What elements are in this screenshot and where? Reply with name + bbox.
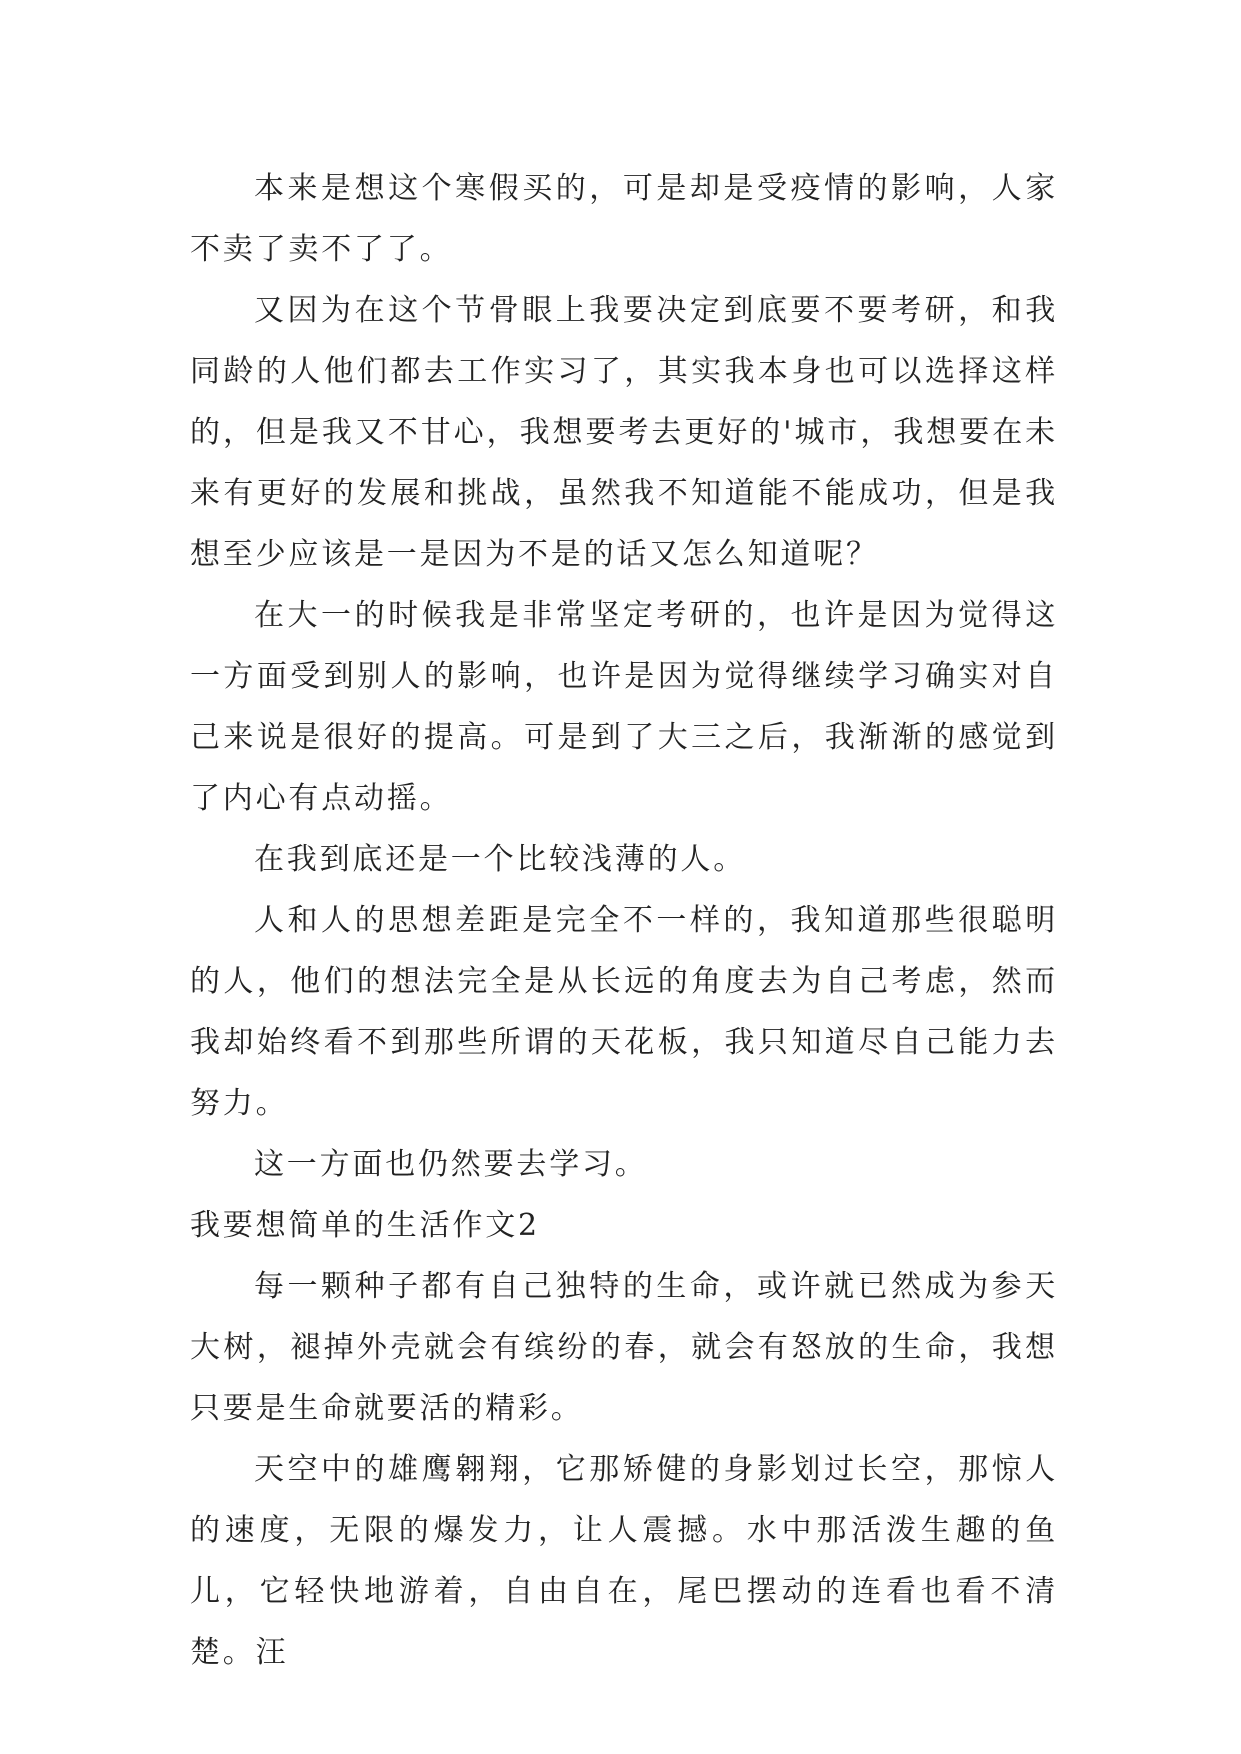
paragraph: 这一方面也仍然要去学习。 <box>254 1147 648 1182</box>
paragraph: 本来是想这个寒假买的，可是却是受疫情的影响，人家不卖了卖不了了。 <box>190 171 1058 267</box>
paragraph: 在大一的时候我是非常坚定考研的，也许是因为觉得这一方面受到别人的影响，也许是因为觉得继续学习确实对自己来说是很好的提高。可是到了大三之后，我渐渐的感觉到了内心有点动摇。 <box>190 598 1058 816</box>
document-body <box>190 158 1058 1683</box>
paragraph: 每一颗种子都有自己独特的生命，或许就已然成为参天大树，褪掉外壳就会有缤纷的春，就会有怒放的生命，我想只要是生命就要活的精彩。 <box>190 1269 1058 1426</box>
section-heading: 我要想简单的生活作文2 <box>190 1208 540 1243</box>
paragraph: 在我到底还是一个比较浅薄的人。 <box>254 842 746 877</box>
paragraph: 天空中的雄鹰翱翔，它那矫健的身影划过长空，那惊人的速度，无限的爆发力，让人震撼。水中那活泼生趣的鱼儿，它轻快地游着，自由自在，尾巴摆动的连看也看不清楚。汪 <box>190 1452 1058 1670</box>
paragraph: 人和人的思想差距是完全不一样的，我知道那些很聪明的人，他们的想法完全是从长远的角度去为自己考虑，然而我却始终看不到那些所谓的天花板，我只知道尽自己能力去努力。 <box>190 903 1058 1121</box>
paragraph: 又因为在这个节骨眼上我要决定到底要不要考研，和我同龄的人他们都去工作实习了，其实我本身也可以选择这样的，但是我又不甘心，我想要考去更好的'城市，我想要在未来有更好的发展和挑战，虽然我不知道能不能成功，但是我想至少应该是一是因为不是的话又怎么知道呢？ <box>190 293 1058 572</box>
